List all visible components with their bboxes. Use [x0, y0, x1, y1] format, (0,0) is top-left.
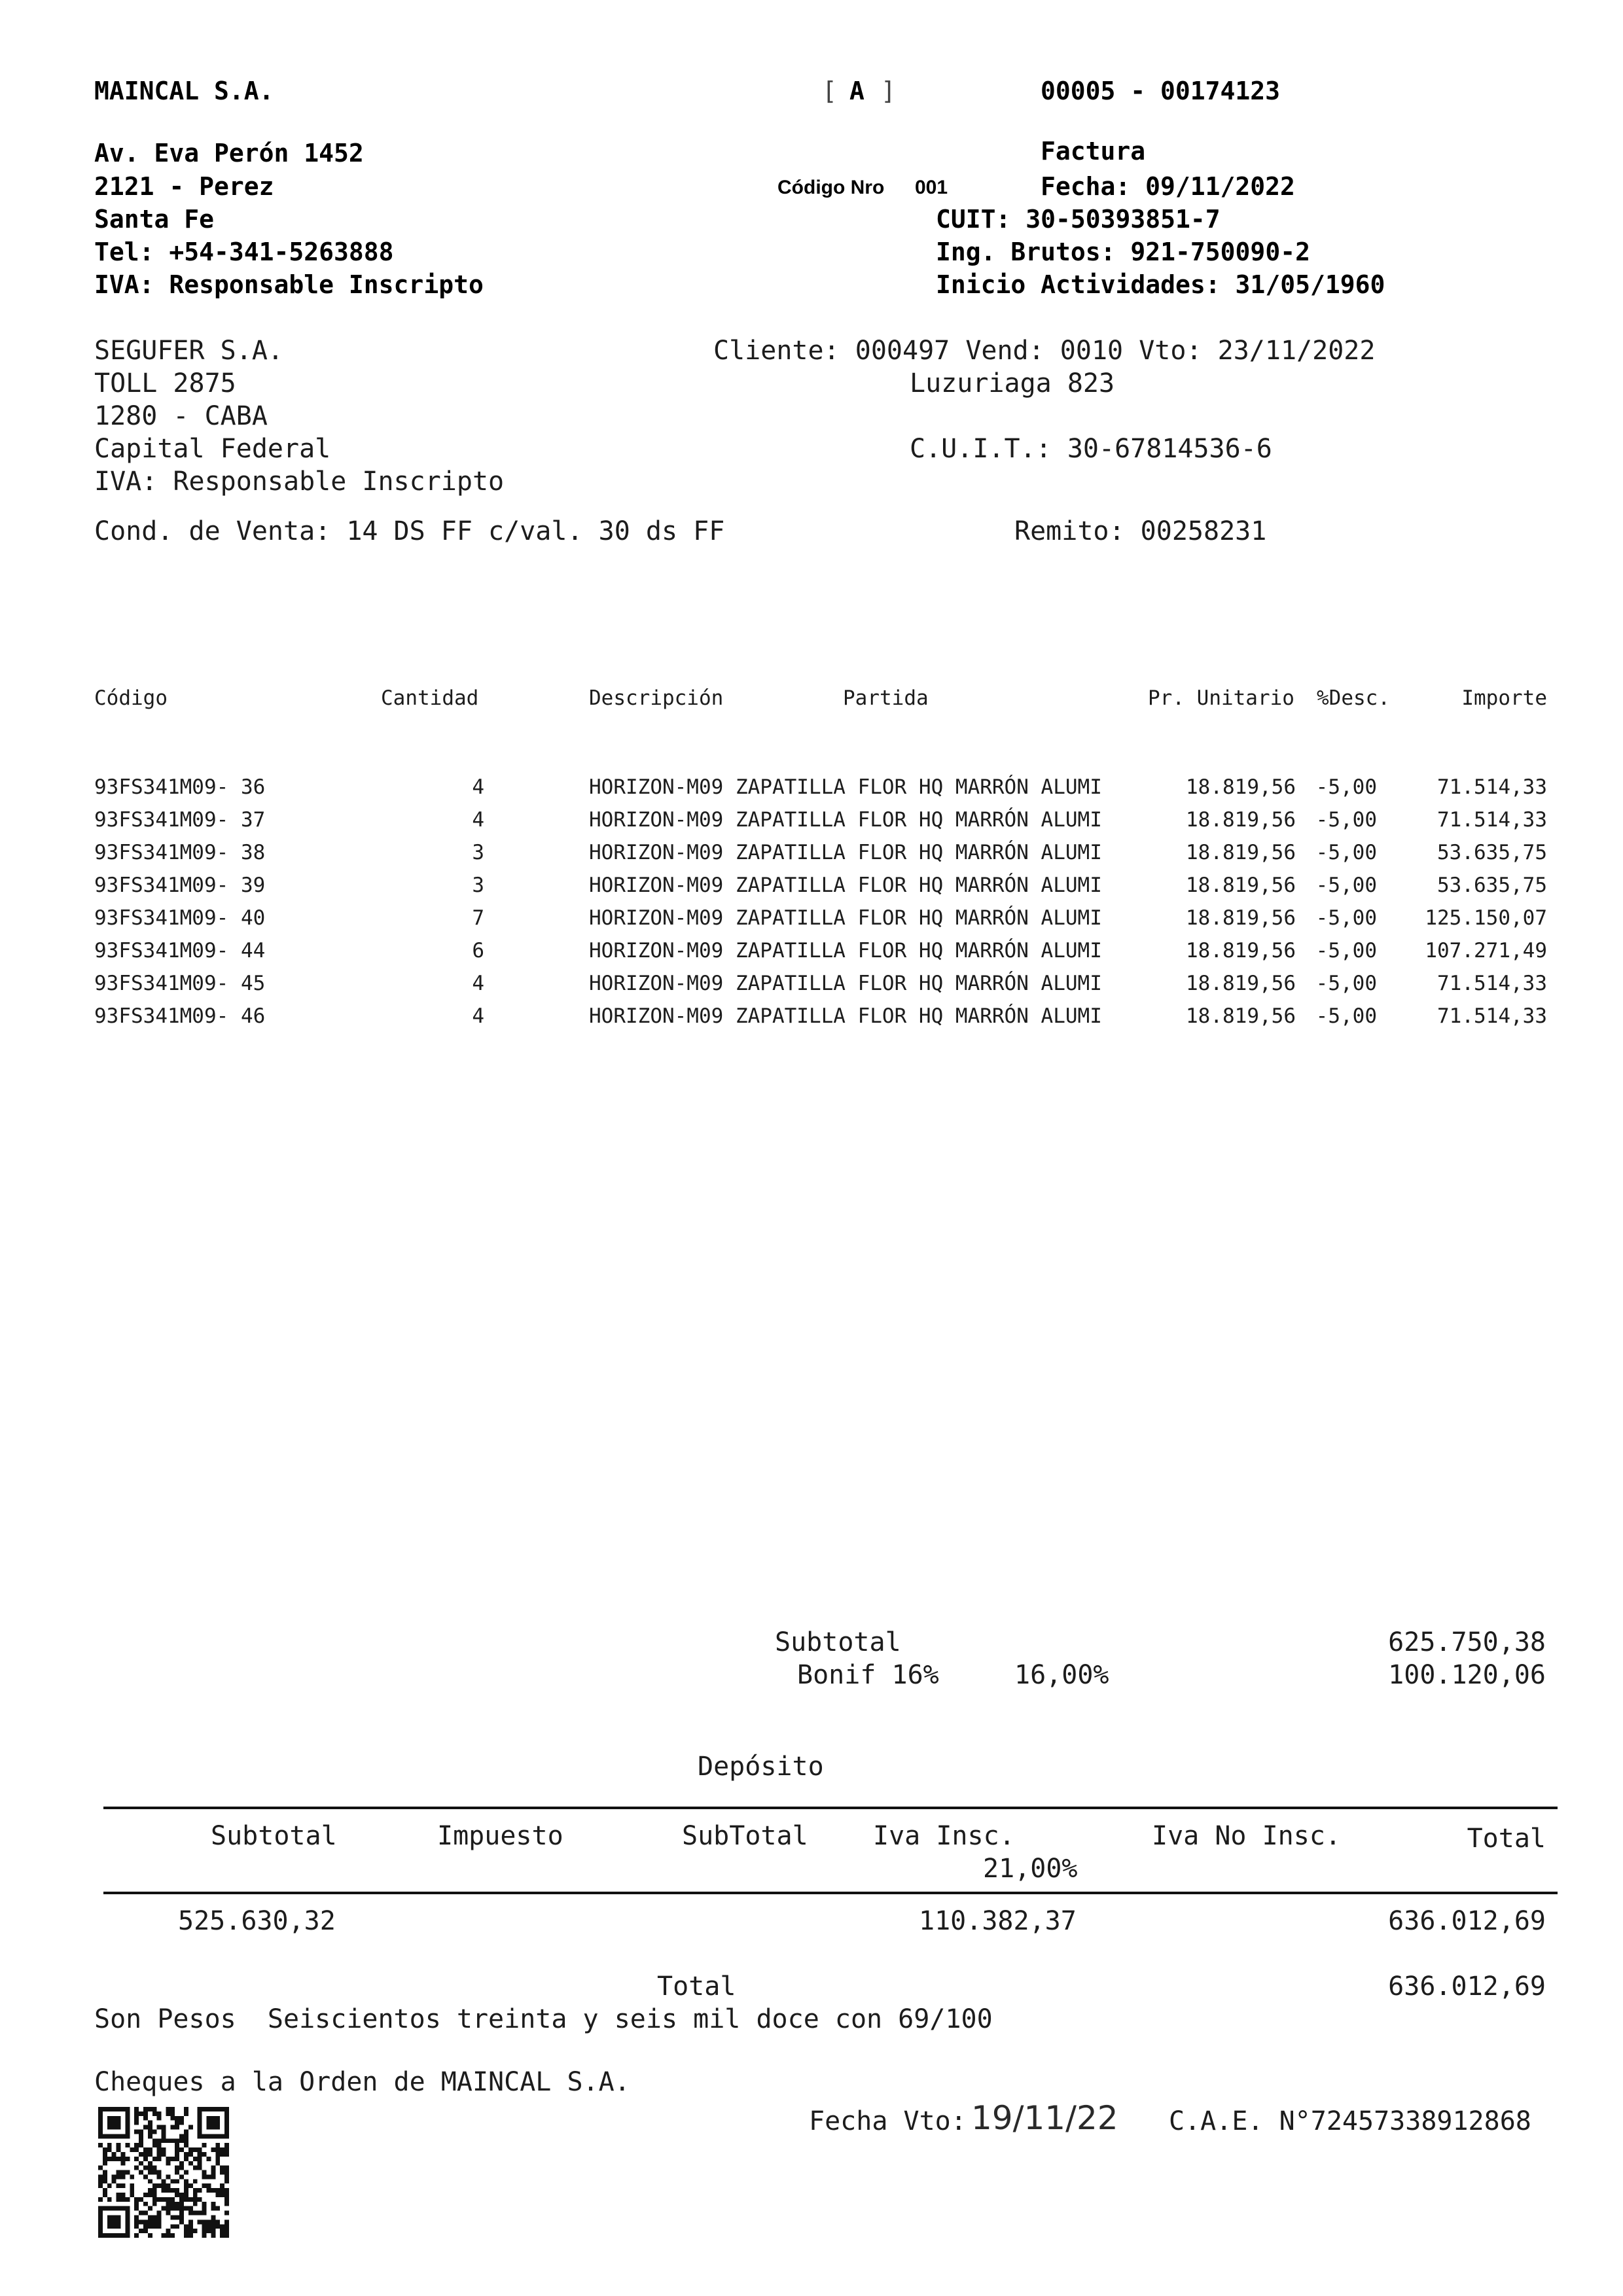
row-desc: -5,00	[1315, 906, 1377, 930]
row-descripcion: HORIZON-M09 ZAPATILLA FLOR HQ MARRÓN ALUMI	[589, 972, 1102, 995]
issuer-city: 2121 - Perez	[94, 172, 274, 201]
issuer-address: Av. Eva Perón 1452	[94, 139, 364, 168]
summary-value-iva-insc: 110.382,37	[919, 1906, 1077, 1936]
cae-number: C.A.E. N°72457338912868	[1169, 2106, 1531, 2136]
summary-header-subtotal2: SubTotal	[682, 1821, 808, 1851]
issuer-inicio-actividades: Inicio Actividades: 31/05/1960	[936, 270, 1385, 299]
row-desc: -5,00	[1315, 874, 1377, 897]
row-importe: 53.635,75	[1437, 874, 1547, 897]
issuer-name: MAINCAL S.A.	[94, 77, 274, 105]
client-cuit: C.U.I.T.: 30-67814536-6	[910, 434, 1272, 464]
client-iva: IVA: Responsable Inscripto	[94, 467, 505, 497]
client-delivery-address: Luzuriaga 823	[910, 368, 1115, 398]
row-importe: 53.635,75	[1437, 841, 1547, 864]
row-desc: -5,00	[1315, 841, 1377, 864]
col-header-desc: %Desc.	[1317, 686, 1390, 710]
sale-condition: Cond. de Venta: 14 DS FF c/val. 30 ds FF	[94, 516, 725, 546]
issuer-cuit: CUIT: 30-50393851-7	[936, 205, 1221, 234]
issuer-ing-brutos: Ing. Brutos: 921-750090-2	[936, 238, 1310, 266]
row-cantidad: 7	[472, 906, 484, 930]
row-importe: 71.514,33	[1437, 1004, 1547, 1028]
row-unitario: 18.819,56	[1186, 841, 1296, 864]
row-cantidad: 4	[472, 775, 484, 799]
client-name: SEGUFER S.A.	[94, 336, 283, 366]
row-descripcion: HORIZON-M09 ZAPATILLA FLOR HQ MARRÓN ALUMI	[589, 841, 1102, 864]
summary-iva-rate: 21,00%	[983, 1854, 1078, 1884]
row-descripcion: HORIZON-M09 ZAPATILLA FLOR HQ MARRÓN ALUMI	[589, 1004, 1102, 1028]
invoice-date: Fecha: 09/11/2022	[1041, 172, 1295, 201]
issuer-province: Santa Fe	[94, 205, 215, 234]
subtotal-label: Subtotal	[775, 1627, 901, 1657]
row-cantidad: 4	[472, 972, 484, 995]
row-desc: -5,00	[1315, 1004, 1377, 1028]
summary-bottom-rule	[103, 1892, 1558, 1894]
summary-header-iva-insc: Iva Insc.	[873, 1821, 1015, 1851]
row-descripcion: HORIZON-M09 ZAPATILLA FLOR HQ MARRÓN ALUMI	[589, 906, 1102, 930]
row-descripcion: HORIZON-M09 ZAPATILLA FLOR HQ MARRÓN ALUMI	[589, 939, 1102, 963]
client-meta: Cliente: 000497 Vend: 0010 Vto: 23/11/2022	[713, 336, 1376, 366]
issuer-iva: IVA: Responsable Inscripto	[94, 270, 484, 299]
row-descripcion: HORIZON-M09 ZAPATILLA FLOR HQ MARRÓN ALUMI	[589, 808, 1102, 832]
invoice-number: 00005 - 00174123	[1041, 77, 1281, 105]
row-unitario: 18.819,56	[1186, 874, 1296, 897]
letter-bracket-close: ]	[881, 77, 896, 105]
deposito-label: Depósito	[698, 1752, 824, 1782]
col-header-partida: Partida	[843, 686, 929, 710]
col-header-unitario: Pr. Unitario	[1148, 686, 1294, 710]
codigo-label: Código Nro	[777, 177, 885, 198]
row-unitario: 18.819,56	[1186, 972, 1296, 995]
col-header-importe: Importe	[1461, 686, 1547, 710]
row-codigo: 93FS341M09- 45	[94, 972, 266, 995]
row-unitario: 18.819,56	[1186, 808, 1296, 832]
row-importe: 71.514,33	[1437, 808, 1547, 832]
row-codigo: 93FS341M09- 46	[94, 1004, 266, 1028]
grand-total-label: Total	[657, 1971, 736, 2002]
remito-number: Remito: 00258231	[1014, 516, 1267, 546]
col-header-codigo: Código	[94, 686, 168, 710]
summary-top-rule	[103, 1807, 1558, 1809]
row-unitario: 18.819,56	[1186, 906, 1296, 930]
row-codigo: 93FS341M09- 36	[94, 775, 266, 799]
subtotal-value: 625.750,38	[1388, 1627, 1546, 1657]
codigo-value: 001	[915, 177, 948, 198]
row-cantidad: 4	[472, 1004, 484, 1028]
row-desc: -5,00	[1315, 808, 1377, 832]
row-importe: 107.271,49	[1425, 939, 1547, 963]
row-importe: 71.514,33	[1437, 972, 1547, 995]
qr-code	[98, 2107, 229, 2238]
row-cantidad: 3	[472, 874, 484, 897]
row-unitario: 18.819,56	[1186, 1004, 1296, 1028]
summary-header-iva-no-insc: Iva No Insc.	[1152, 1821, 1341, 1851]
row-descripcion: HORIZON-M09 ZAPATILLA FLOR HQ MARRÓN ALUMI	[589, 874, 1102, 897]
row-codigo: 93FS341M09- 39	[94, 874, 266, 897]
row-importe: 71.514,33	[1437, 775, 1547, 799]
client-province: Capital Federal	[94, 434, 331, 464]
row-codigo: 93FS341M09- 40	[94, 906, 266, 930]
amount-in-words: Son Pesos Seiscientos treinta y seis mil doce con 69/100	[94, 2004, 993, 2034]
client-address: TOLL 2875	[94, 368, 236, 398]
bonif-percent: 16,00%	[1014, 1660, 1109, 1690]
row-unitario: 18.819,56	[1186, 775, 1296, 799]
summary-header-impuesto: Impuesto	[437, 1821, 563, 1851]
row-desc: -5,00	[1315, 939, 1377, 963]
invoice-type: Factura	[1041, 137, 1146, 166]
row-cantidad: 6	[472, 939, 484, 963]
row-cantidad: 4	[472, 808, 484, 832]
row-codigo: 93FS341M09- 37	[94, 808, 266, 832]
row-codigo: 93FS341M09- 38	[94, 841, 266, 864]
letter-bracket-open: [	[822, 77, 837, 105]
row-codigo: 93FS341M09- 44	[94, 939, 266, 963]
col-header-descripcion: Descripción	[589, 686, 724, 710]
fecha-vto-value: 19/11/22	[971, 2099, 1118, 2137]
row-descripcion: HORIZON-M09 ZAPATILLA FLOR HQ MARRÓN ALUMI	[589, 775, 1102, 799]
fecha-vto-label: Fecha Vto:	[809, 2106, 967, 2136]
row-desc: -5,00	[1315, 972, 1377, 995]
summary-header-total: Total	[1467, 1824, 1546, 1854]
bonif-label: Bonif 16%	[797, 1660, 939, 1690]
bonif-value: 100.120,06	[1388, 1660, 1546, 1690]
grand-total-value: 636.012,69	[1388, 1971, 1546, 2002]
row-importe: 125.150,07	[1425, 906, 1547, 930]
summary-value-total: 636.012,69	[1388, 1906, 1546, 1936]
cheques-note: Cheques a la Orden de MAINCAL S.A.	[94, 2067, 630, 2097]
col-header-cantidad: Cantidad	[381, 686, 479, 710]
row-desc: -5,00	[1315, 775, 1377, 799]
issuer-phone: Tel: +54-341-5263888	[94, 238, 394, 266]
summary-value-subtotal: 525.630,32	[178, 1906, 336, 1936]
summary-header-subtotal: Subtotal	[211, 1821, 337, 1851]
row-cantidad: 3	[472, 841, 484, 864]
invoice-letter: A	[849, 77, 865, 105]
row-unitario: 18.819,56	[1186, 939, 1296, 963]
client-city: 1280 - CABA	[94, 401, 268, 431]
